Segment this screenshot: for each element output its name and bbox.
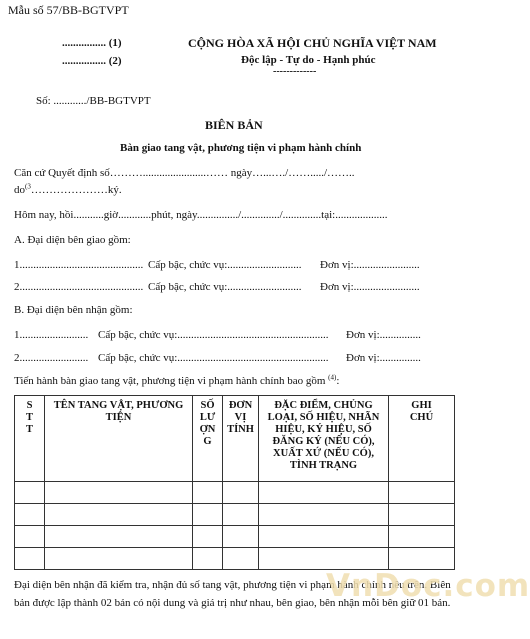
table-row [15,482,455,504]
table-cell [15,482,45,504]
party-a-name-1: 1............................................. [14,259,144,271]
document-title: BIÊN BẢN [205,118,263,132]
national-title: CỘNG HÒA XÃ HỘI CHỦ NGHĨA VIỆT NAM [188,36,437,50]
table-cell [193,504,223,526]
party-a-heading: A. Đại diện bên giao gồm: [14,234,131,246]
party-b-rank-1: Cấp bậc, chức vụ:....................................................... [98,329,329,341]
watermark-logo: VnDoc.com [326,568,530,604]
table-cell [45,526,193,548]
party-a-rank-2: Cấp bậc, chức vụ:........................... [148,281,302,293]
party-a-unit-2: Đơn vị:........................ [320,281,420,293]
party-b-heading: B. Đại diện bên nhận gồm: [14,304,133,316]
table-row [15,504,455,526]
table-cell [389,482,455,504]
header-description: ĐẶC ĐIỂM, CHỦNG LOẠI, SỐ HIỆU, NHÃN HIỆU, KÝ HIỆU, SỐ ĐĂNG KÝ (NẾU CÓ), XUẤT XỨ (NẾU CÓ), TÌNH TRẠNG [259,396,389,482]
table-cell [193,482,223,504]
table-cell [389,504,455,526]
agency-line-2: ................ (2) [62,55,122,67]
document-number: Số: ............/BB-BGTVPT [36,95,151,107]
header-quantity: SỐ LƯỢNG [193,396,223,482]
party-a-name-2: 2............................................. [14,281,144,293]
handover-intro [14,375,339,387]
party-a-rank-1: Cấp bậc, chức vụ:........................... [148,259,302,271]
party-a-unit-1: Đơn vị:........................ [320,259,420,271]
table-cell [259,482,389,504]
table-cell [389,548,455,570]
footnote-marker-4: (4) [328,373,337,382]
table-cell [45,482,193,504]
table-cell [389,526,455,548]
handover-intro-colon: : [336,375,340,387]
time-place-line: Hôm nay, hồi...........giờ............phút, ngày.............../............../..............tại:................... [14,209,388,221]
basis-line-1: Căn cứ Quyết định số……….......................…… ngày…...…./……...../…….. [14,167,355,179]
table-cell [223,482,259,504]
table-row [15,548,455,570]
closing-paragraph: Đại diện bên nhận đã kiểm tra, nhận đủ số tang vật, phương tiện vi phạm hành chính nêu trên. Biên bản được lập thành 02 bản có nội dung và giá trị như nhau, bên giao, bên nhận mỗi bên giữ 01 bản. [14,579,451,609]
table-cell [45,504,193,526]
header-unit: ĐƠN VỊ TÍNH [223,396,259,482]
header-note: GHI CHÚ [389,396,455,482]
agency-line-1: ................ (1) [62,37,122,49]
table-cell [45,548,193,570]
table-cell [193,526,223,548]
motto-underline: ------------- [273,66,317,77]
table-cell [15,548,45,570]
header-item-name: TÊN TANG VẬT, PHƯƠNG TIỆN [45,396,193,482]
items-table [14,395,455,570]
table-row [15,526,455,548]
party-b-name-1: 1......................... [14,329,89,341]
table-header-row [15,396,455,482]
table-cell [193,548,223,570]
footnote-marker-3: (3 [25,182,31,191]
handover-intro-text: Tiến hành bàn giao tang vật, phương tiện vi phạm hành chính bao gồm [14,375,326,387]
table-cell [223,504,259,526]
table-cell [223,548,259,570]
party-b-name-2: 2......................... [14,352,89,364]
party-b-rank-2: Cấp bậc, chức vụ:....................................................... [98,352,329,364]
table-cell [15,526,45,548]
table-cell [259,526,389,548]
basis-line-2 [14,184,122,196]
party-b-unit-2: Đơn vị:............... [346,352,421,364]
table-cell [259,548,389,570]
document-subtitle: Bàn giao tang vật, phương tiện vi phạm hành chính [120,142,362,154]
basis-line-2-prefix: do [14,184,25,196]
form-code: Mẫu số 57/BB-BGTVPT [8,3,129,17]
table-cell [259,504,389,526]
table-cell [223,526,259,548]
header-stt: STT [15,396,45,482]
table-cell [15,504,45,526]
basis-line-2-rest: …………………ký. [30,184,122,196]
national-motto: Độc lập - Tự do - Hạnh phúc [241,54,376,66]
party-b-unit-1: Đơn vị:............... [346,329,421,341]
